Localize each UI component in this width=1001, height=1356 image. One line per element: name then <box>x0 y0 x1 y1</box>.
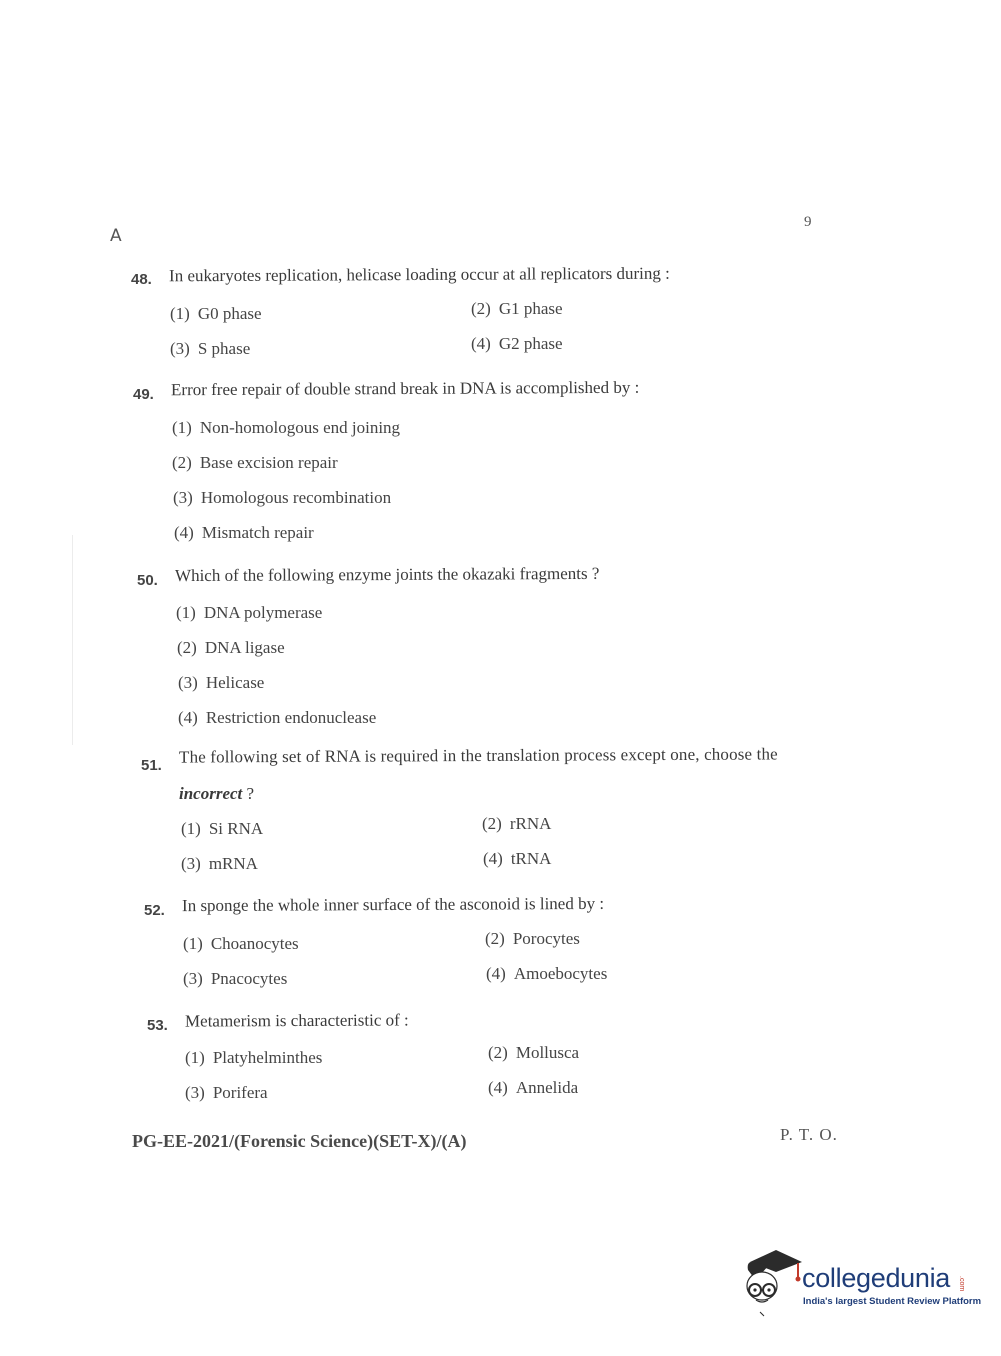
question-number: 48. <box>131 271 152 288</box>
option-2: (2) Porocytes <box>485 929 580 948</box>
option-1: (1) Si RNA <box>181 819 264 838</box>
logo-wordmark: collegedunia <box>802 1263 951 1293</box>
option-4: (4) G2 phase <box>471 334 563 353</box>
option-2: (2) Base excision repair <box>172 453 338 472</box>
logo-tagline: India's largest Student Review Platform <box>803 1296 982 1307</box>
option-4: (4) Restriction endonuclease <box>178 708 377 727</box>
option-3: (3) Homologous recombination <box>173 488 392 507</box>
logo-domain-suffix: .com <box>958 1276 965 1292</box>
question-text: In eukaryotes replication, helicase loading occur at all replicators during : <box>168 263 670 286</box>
question-number: 53. <box>147 1017 168 1034</box>
option-4: (4) Mismatch repair <box>174 523 314 542</box>
option-1: (1) DNA polymerase <box>176 603 323 622</box>
scan-edge-mark <box>72 535 73 745</box>
question-text-continued: incorrect ? <box>179 784 255 803</box>
option-3: (3) Helicase <box>178 673 265 692</box>
option-3: (3) mRNA <box>181 854 258 873</box>
option-1: (1) Non-homologous end joining <box>172 418 401 437</box>
footer-paper-code: PG-EE-2021/(Forensic Science)(SET-X)/(A) <box>132 1131 467 1151</box>
option-2: (2) DNA ligase <box>177 638 285 657</box>
question-number: 51. <box>141 757 162 774</box>
question-number: 50. <box>137 572 158 589</box>
mascot-icon <box>742 1248 804 1318</box>
set-letter: A <box>110 226 122 246</box>
option-2: (2) Mollusca <box>488 1043 580 1062</box>
option-2: (2) rRNA <box>482 814 552 833</box>
option-1: (1) G0 phase <box>170 304 262 323</box>
question-text: Error free repair of double strand break in DNA is accomplished by : <box>170 377 640 400</box>
page-number: 9 <box>804 214 812 230</box>
option-1: (1) Platyhelminthes <box>185 1048 323 1067</box>
footer-pto: P. T. O. <box>780 1125 838 1144</box>
question-text: The following set of RNA is required in the translation process except one, choose the <box>178 744 778 767</box>
option-1: (1) Choanocytes <box>183 934 299 953</box>
option-4: (4) Annelida <box>488 1078 579 1097</box>
option-3: (3) Pnacocytes <box>183 969 288 988</box>
option-4: (4) Amoebocytes <box>486 964 608 983</box>
question-number: 52. <box>144 902 165 919</box>
option-4: (4) tRNA <box>483 849 552 868</box>
option-3: (3) S phase <box>170 339 251 358</box>
question-text: In sponge the whole inner surface of the asconoid is lined by : <box>181 893 605 916</box>
option-3: (3) Porifera <box>185 1083 268 1102</box>
option-2: (2) G1 phase <box>471 299 563 318</box>
question-text: Which of the following enzyme joints the okazaki fragments ? <box>174 563 600 586</box>
question-number: 49. <box>133 386 154 403</box>
question-text: Metamerism is characteristic of : <box>184 1010 409 1031</box>
